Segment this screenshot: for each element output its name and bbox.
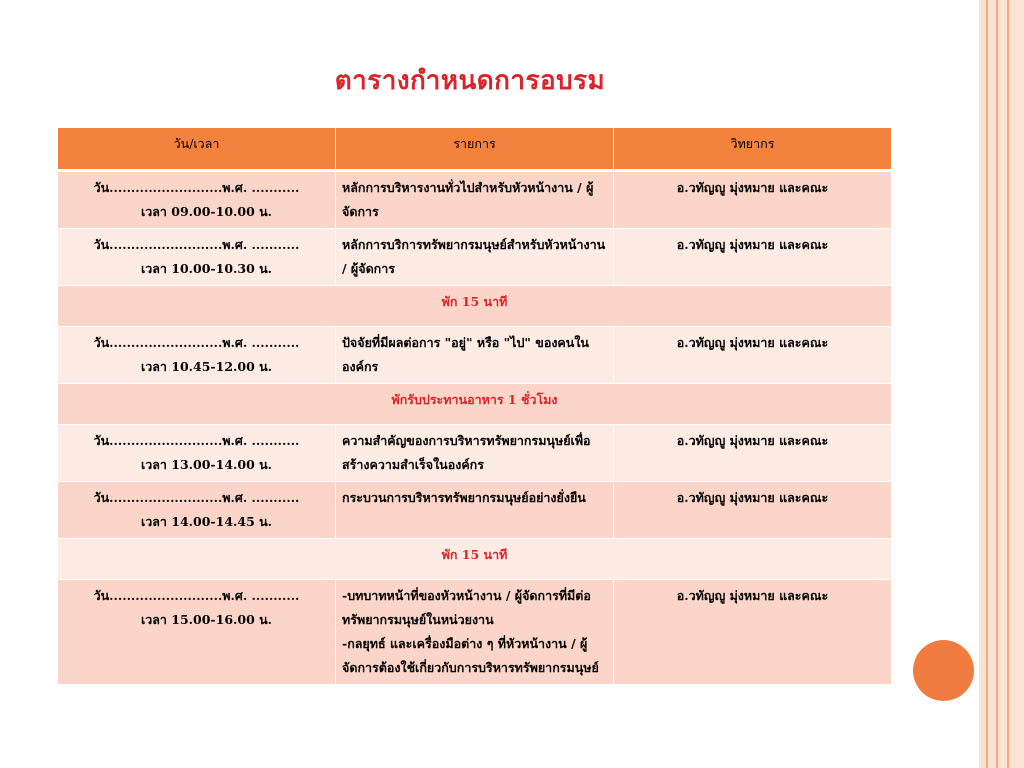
table-header-row: [58, 128, 892, 171]
table-row: [58, 327, 892, 384]
break-row: [58, 286, 892, 327]
datetime-cell: [58, 425, 336, 482]
table-row: [58, 580, 892, 685]
topic-line: -กลยุทธ์ และเครื่องมือต่าง ๆ ที่หัวหน้างาน / ผู้จัดการต้องใช้เกี่ยวกับการบริหารทรัพยากรมนุษย์: [342, 636, 599, 675]
date-text: วัน..........................พ.ศ. ...........: [93, 237, 300, 252]
header-topic: รายการ: [336, 128, 614, 171]
break-label: พัก 15 นาที: [58, 539, 892, 580]
time-text: เวลา 14.00-14.45 น.: [140, 514, 273, 529]
decor-stripe: [988, 0, 996, 768]
date-text: วัน..........................พ.ศ. ...........: [93, 490, 300, 505]
table-row: [58, 229, 892, 286]
date-text: วัน..........................พ.ศ. ...........: [93, 433, 300, 448]
topic-cell: [336, 580, 614, 685]
topic-cell: หลักการบริหารงานทั่วไปสำหรับหัวหน้างาน / ผู้จัดการ: [336, 171, 614, 229]
time-text: เวลา 10.00-10.30 น.: [140, 261, 273, 276]
decor-stripe: [1009, 0, 1024, 768]
break-label: พัก 15 นาที: [58, 286, 892, 327]
table-row: [58, 171, 892, 229]
break-row: [58, 539, 892, 580]
topic-line: -บทบาทหน้าที่ของหัวหน้างาน / ผู้จัดการที่มีต่อทรัพยากรมนุษย์ในหน่วยงาน: [342, 588, 591, 627]
topic-cell: ความสำคัญของการบริหารทรัพยากรมนุษย์เพื่อสร้างความสำเร็จในองค์กร: [336, 425, 614, 482]
schedule-table: [57, 127, 892, 685]
topic-cell: หลักการบริการทรัพยากรมนุษย์สำหรับหัวหน้างาน / ผู้จัดการ: [336, 229, 614, 286]
speaker-cell: อ.วทัญญู มุ่งหมาย และคณะ: [614, 482, 892, 539]
time-text: เวลา 13.00-14.00 น.: [140, 457, 273, 472]
date-text: วัน..........................พ.ศ. ...........: [93, 180, 300, 195]
datetime-cell: [58, 580, 336, 685]
datetime-cell: [58, 171, 336, 229]
speaker-cell: อ.วทัญญู มุ่งหมาย และคณะ: [614, 229, 892, 286]
decor-stripe: [979, 0, 986, 768]
topic-cell: ปัจจัยที่มีผลต่อการ "อยู่" หรือ "ไป" ของคนในองค์กร: [336, 327, 614, 384]
decor-stripe: [998, 0, 1007, 768]
time-text: เวลา 10.45-12.00 น.: [140, 359, 273, 374]
datetime-cell: [58, 229, 336, 286]
header-speaker: วิทยากร: [614, 128, 892, 171]
datetime-cell: [58, 327, 336, 384]
header-datetime: วัน/เวลา: [58, 128, 336, 171]
break-row: [58, 384, 892, 425]
speaker-cell: อ.วทัญญู มุ่งหมาย และคณะ: [614, 327, 892, 384]
date-text: วัน..........................พ.ศ. ...........: [93, 588, 300, 603]
datetime-cell: [58, 482, 336, 539]
table-row: [58, 425, 892, 482]
speaker-cell: อ.วทัญญู มุ่งหมาย และคณะ: [614, 171, 892, 229]
date-text: วัน..........................พ.ศ. ...........: [93, 335, 300, 350]
page-title: ตารางกำหนดการอบรม: [334, 66, 606, 96]
break-label: พักรับประทานอาหาร 1 ชั่วโมง: [58, 384, 892, 425]
time-text: เวลา 09.00-10.00 น.: [140, 204, 273, 219]
speaker-cell: อ.วทัญญู มุ่งหมาย และคณะ: [614, 580, 892, 685]
speaker-cell: อ.วทัญญู มุ่งหมาย และคณะ: [614, 425, 892, 482]
decor-circle: [913, 640, 974, 701]
time-text: เวลา 15.00-16.00 น.: [140, 612, 273, 627]
topic-cell: กระบวนการบริหารทรัพยากรมนุษย์อย่างยั่งยืน: [336, 482, 614, 539]
table-row: [58, 482, 892, 539]
